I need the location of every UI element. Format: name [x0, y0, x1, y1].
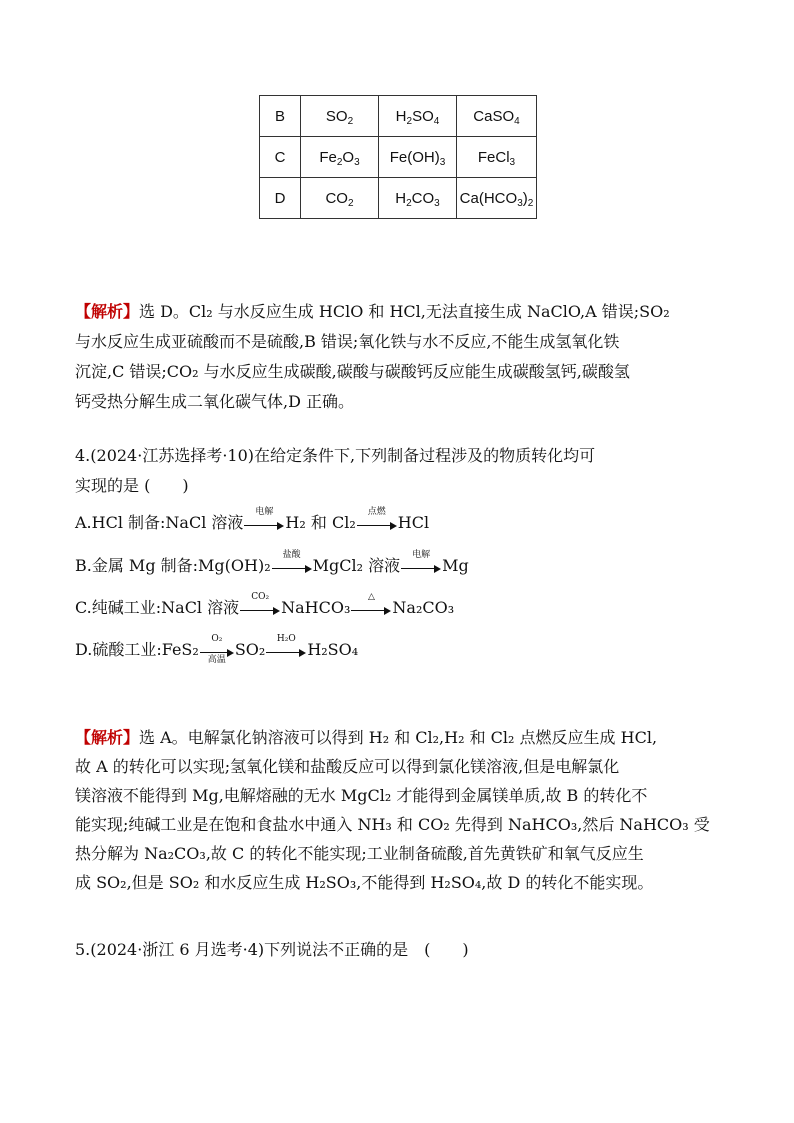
explanation-1 [75, 297, 725, 417]
reaction-arrow: 电解 [244, 518, 284, 530]
explanation-line: 钙受热分解生成二氧化碳气体,D 正确。 [75, 392, 355, 411]
table-cell: $H_2SO_4$ [379, 96, 457, 137]
reaction-arrow: H₂O [266, 645, 306, 657]
reaction-arrow: CO₂ [240, 603, 280, 615]
analysis-tag: 【解析】 [75, 728, 140, 747]
reaction-arrow: O₂ 高温 [200, 645, 234, 657]
explanation-line: 与水反应生成亚硫酸而不是硫酸,B 错误;氧化铁与水不反应,不能生成氢氧化铁 [75, 332, 620, 351]
option-label: B [260, 96, 301, 137]
option-d: D.硫酸工业:FeS₂ O₂ 高温 SO₂ H₂O H₂SO₄ [75, 633, 359, 665]
reaction-arrow: 电解 [401, 561, 441, 573]
explanation-line: 能实现;纯碱工业是在饱和食盐水中通入 NH₃ 和 CO₂ 先得到 NaHCO₃,然后 NaHCO₃ 受 [75, 815, 710, 834]
explanation-2 [75, 723, 725, 897]
explanation-line: 【解析】选 A。电解氯化钠溶液可以得到 H₂ 和 Cl₂,H₂ 和 Cl₂ 点燃反应生成 HCl, [75, 728, 658, 747]
analysis-tag: 【解析】 [75, 302, 140, 321]
options-table [259, 95, 537, 219]
explanation-line: 【解析】选 D。Cl₂ 与水反应生成 HClO 和 HCl,无法直接生成 NaClO,A 错误;SO₂ [75, 302, 670, 321]
explanation-line: 沉淀,C 错误;CO₂ 与水反应生成碳酸,碳酸与碳酸钙反应能生成碳酸氢钙,碳酸氢 [75, 362, 630, 381]
question-5-stem: 5.(2024·浙江 6 月选考·4)下列说法不正确的是 ( ) [75, 940, 469, 959]
table-row [260, 137, 537, 178]
table-cell: $Fe(OH)_3$ [379, 137, 457, 178]
table-cell: CaSO$_4$ [457, 96, 537, 137]
question-4-stem: 4.(2024·江苏选择考·10)在给定条件下,下列制备过程涉及的物质转化均可 [75, 446, 596, 465]
question-4-stem-cont: 实现的是 ( ) [75, 476, 189, 495]
table-cell: $H_2CO_3$ [379, 178, 457, 219]
explanation-line: 镁溶液不能得到 Mg,电解熔融的无水 MgCl₂ 才能得到金属镁单质,故 B 的转化不 [75, 786, 648, 805]
explanation-line: 热分解为 Na₂CO₃,故 C 的转化不能实现;工业制备硫酸,首先黄铁矿和氧气反应生 [75, 844, 644, 863]
reaction-arrow: 盐酸 [272, 561, 312, 573]
reaction-arrow: 点燃 [357, 518, 397, 530]
option-label: D [260, 178, 301, 219]
option-b: B.金属 Mg 制备:Mg(OH)₂ 盐酸 MgCl₂ 溶液 电解 Mg [75, 549, 469, 575]
table-cell: FeCl$_3$ [457, 137, 537, 178]
table-row [260, 96, 537, 137]
table-cell: $Ca(HCO_3)_2$ [457, 178, 537, 219]
explanation-line: 故 A 的转化可以实现;氢氧化镁和盐酸反应可以得到氯化镁溶液,但是电解氯化 [75, 757, 620, 776]
option-a: A.HCl 制备:NaCl 溶液 电解 H₂ 和 Cl₂ 点燃 HCl [75, 506, 430, 532]
table-row [260, 178, 537, 219]
option-c: C.纯碱工业:NaCl 溶液 CO₂ NaHCO₃ △ Na₂CO₃ [75, 591, 455, 617]
explanation-line: 成 SO₂,但是 SO₂ 和水反应生成 H₂SO₃,不能得到 H₂SO₄,故 D 的转化不能实现。 [75, 873, 654, 892]
reaction-arrow: △ [351, 603, 391, 615]
question-5 [75, 935, 725, 965]
table-cell: $CO_2$ [301, 178, 379, 219]
table-cell: $SO_2$ [301, 96, 379, 137]
question-4 [75, 441, 725, 671]
option-label: C [260, 137, 301, 178]
table-cell: $Fe_2O_3$ [301, 137, 379, 178]
